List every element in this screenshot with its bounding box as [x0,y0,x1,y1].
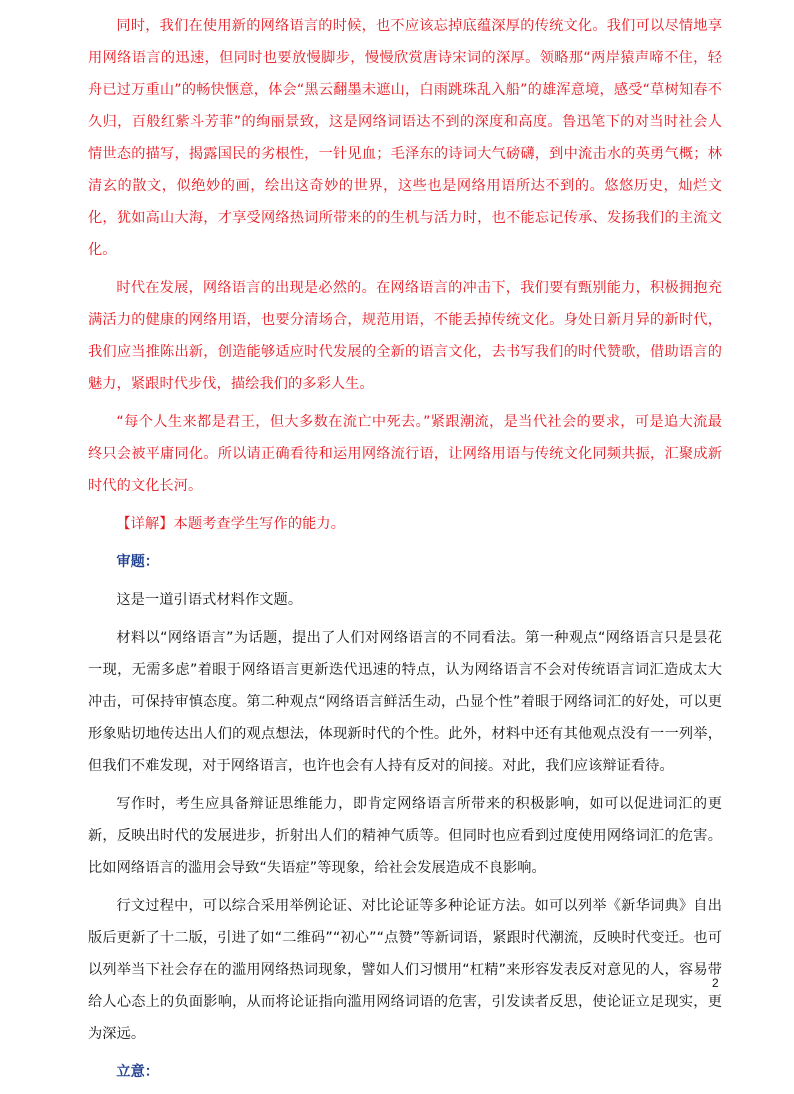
detail-line: 【详解】本题考查学生写作的能力。 [116,516,345,532]
page-number: 2 [712,976,719,990]
document-content [88,10,722,1094]
essay-paragraph-2: 时代在发展，网络语言的出现是必然的。在网络语言的冲击下，我们要有甄别能力，积极拥抱充满活力的健康的网络用语，也要分清场合，规范用语，不能丢掉传统文化。身处日新月异的新时代，我们应当推陈出新，创造能够适应时代发展的全新的语言文化，去书写我们的时代赞歌，借助语言的魅力，紧跟时代步伐，描绘我们的多彩人生。 [88,280,722,392]
intent-heading: 立意： [116,1064,159,1080]
analysis-paragraph-3: 写作时，考生应具备辩证思维能力，即肯定网络语言所带来的积极影响，如可以促进词汇的更新，反映出时代的发展进步，折射出人们的精神气质等。但同时也应看到过度使用网络词汇的危害。比如网络语言的滥用会导致“失语症”等现象，给社会发展造成不良影响。 [88,796,722,876]
essay-paragraph-3: “每个人生来都是君王，但大多数在流亡中死去。”紧跟潮流，是当代社会的要求，可是追大流最终只会被平庸同化。所以请正确看待和运用网络流行语，让网络用语与传统文化同频共振，汇聚成新时代的文化长河。 [88,414,722,494]
analysis-paragraph-1: 这是一道引语式材料作文题。 [116,592,303,608]
review-heading: 审题： [116,554,159,570]
analysis-paragraph-2: 材料以“网络语言”为话题，提出了人们对网络语言的不同看法。第一种观点“网络语言只是昙花一现，无需多虑”着眼于网络语言更新迭代迅速的特点，认为网络语言不会对传统语言词汇造成太大冲击，可保持审慎态度。第二种观点“网络语言鲜活生动，凸显个性”着眼于网络词汇的好处，可以更形象贴切地传达出人们的观点想法，体现新时代的个性。此外，材料中还有其他观点没有一一列举，但我们不难发现，对于网络语言，也许也会有人持有反对的间接。对此，我们应该辩证看待。 [88,630,722,774]
analysis-paragraph-4: 行文过程中，可以综合采用举例论证、对比论证等多种论证方法。如可以列举《新华词典》自出版后更新了十二版，引进了如“二维码”“初心”“点赞”等新词语，紧跟时代潮流，反映时代变迁。也可以列举当下社会存在的滥用网络热词现象，譬如人们习惯用“杠精”来形容发表反对意见的人，容易带给人心态上的负面影响，从而将论证指向滥用网络词语的危害，引发读者反思，使论证立足现实，更为深远。 [88,898,722,1042]
essay-paragraph-1: 同时，我们在使用新的网络语言的时候，也不应该忘掉底蕴深厚的传统文化。我们可以尽情地享用网络语言的迅速，但同时也要放慢脚步，慢慢欣赏唐诗宋词的深厚。领略那“两岸猿声啼不住，轻舟已过万重山”的畅快惬意，体会“黑云翻墨未遮山，白雨跳珠乱入船”的雄浑意境，感受“草树知春不久归，百般红紫斗芳菲”的绚丽景致，这是网络词语达不到的深度和高度。鲁迅笔下的对当时社会人情世态的描写，揭露国民的劣根性，一针见血；毛泽东的诗词大气磅礴，到中流击水的英勇气概；林清玄的散文，似绝妙的画，绘出这奇妙的世界，这些也是网络用语所达不到的。悠悠历史，灿烂文化，犹如高山大海，才享受网络热词所带来的的生机与活力时，也不能忘记传承、发扬我们的主流文化。 [88,18,722,258]
